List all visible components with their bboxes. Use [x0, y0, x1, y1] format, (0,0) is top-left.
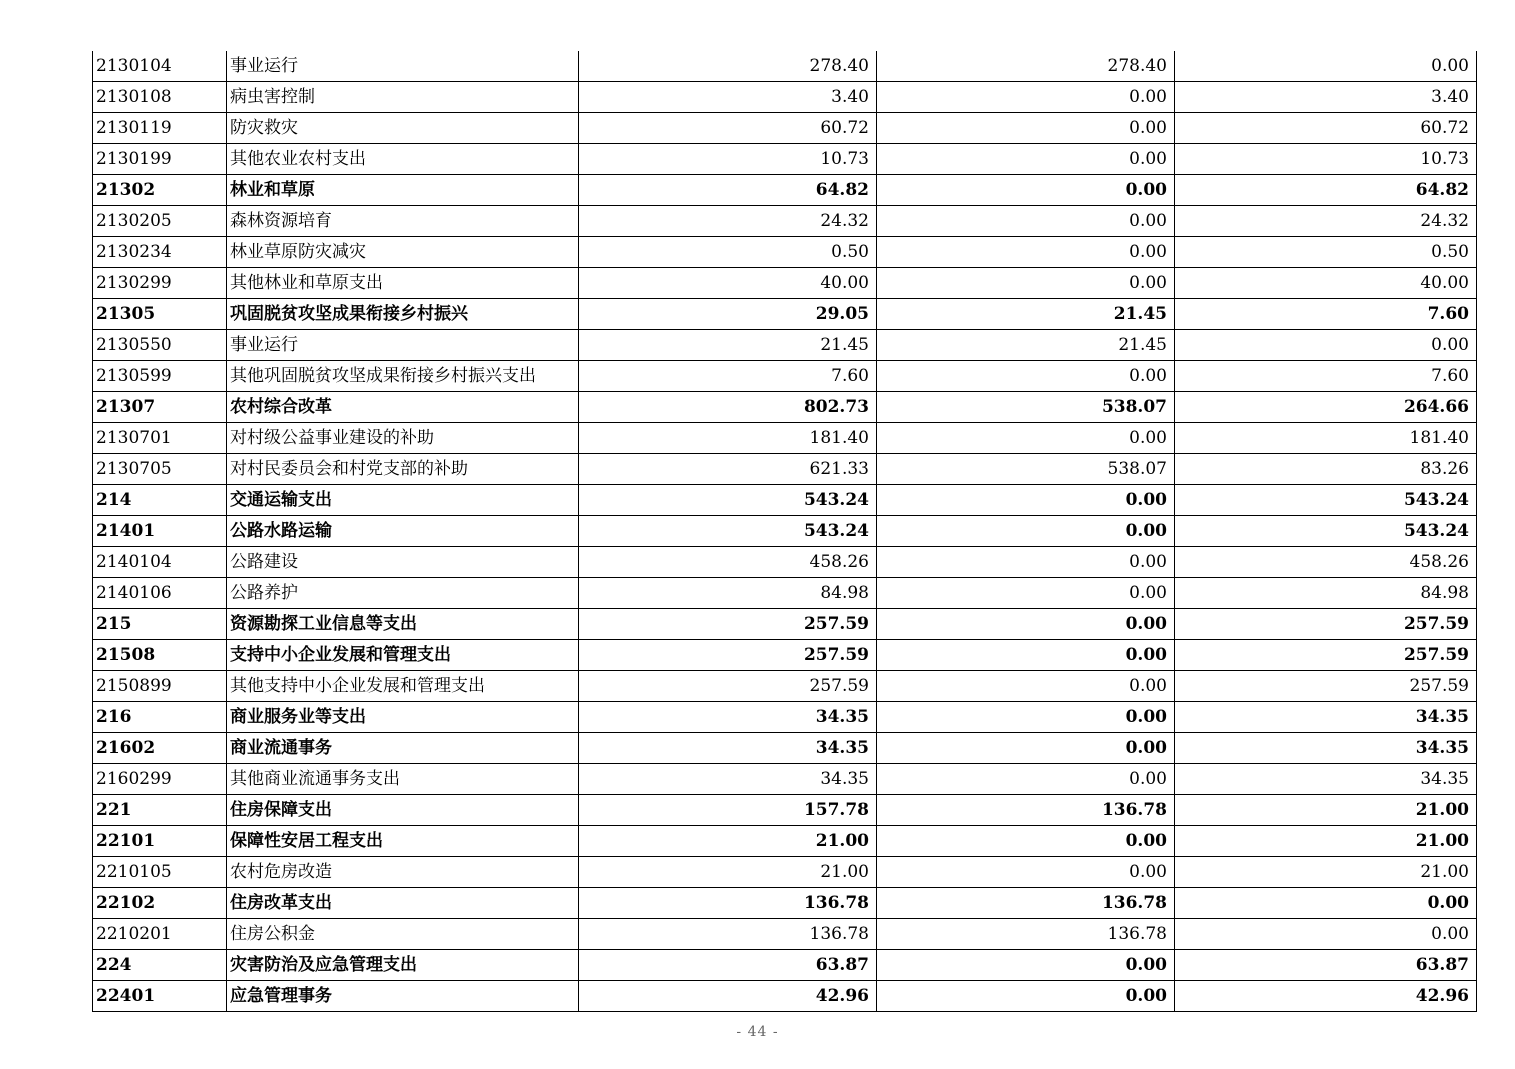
total-cell: 21.00 [579, 826, 877, 857]
code-cell: 2140106 [93, 578, 227, 609]
project-expenditure-cell: 40.00 [1175, 268, 1477, 299]
name-cell: 林业草原防灾减灾 [227, 237, 579, 268]
name-cell: 其他商业流通事务支出 [227, 764, 579, 795]
total-cell: 157.78 [579, 795, 877, 826]
table-row [93, 175, 1477, 206]
project-expenditure-cell: 83.26 [1175, 454, 1477, 485]
project-expenditure-cell: 0.00 [1175, 919, 1477, 950]
total-cell: 60.72 [579, 113, 877, 144]
project-expenditure-cell: 0.00 [1175, 51, 1477, 82]
basic-expenditure-cell: 0.00 [877, 764, 1175, 795]
code-cell: 2130701 [93, 423, 227, 454]
table-row [93, 361, 1477, 392]
code-cell: 2130199 [93, 144, 227, 175]
basic-expenditure-cell: 0.00 [877, 671, 1175, 702]
code-cell: 216 [93, 702, 227, 733]
table-body [93, 51, 1477, 1012]
name-cell: 林业和草原 [227, 175, 579, 206]
table-row [93, 857, 1477, 888]
project-expenditure-cell: 24.32 [1175, 206, 1477, 237]
name-cell: 其他巩固脱贫攻坚成果衔接乡村振兴支出 [227, 361, 579, 392]
total-cell: 34.35 [579, 702, 877, 733]
total-cell: 42.96 [579, 981, 877, 1012]
project-expenditure-cell: 63.87 [1175, 950, 1477, 981]
table-row [93, 640, 1477, 671]
total-cell: 136.78 [579, 919, 877, 950]
code-cell: 2130550 [93, 330, 227, 361]
name-cell: 农村综合改革 [227, 392, 579, 423]
total-cell: 0.50 [579, 237, 877, 268]
basic-expenditure-cell: 0.00 [877, 206, 1175, 237]
basic-expenditure-cell: 0.00 [877, 361, 1175, 392]
code-cell: 215 [93, 609, 227, 640]
name-cell: 公路建设 [227, 547, 579, 578]
name-cell: 商业流通事务 [227, 733, 579, 764]
project-expenditure-cell: 264.66 [1175, 392, 1477, 423]
table-row [93, 547, 1477, 578]
name-cell: 商业服务业等支出 [227, 702, 579, 733]
code-cell: 21602 [93, 733, 227, 764]
code-cell: 21401 [93, 516, 227, 547]
total-cell: 543.24 [579, 516, 877, 547]
basic-expenditure-cell: 21.45 [877, 330, 1175, 361]
name-cell: 病虫害控制 [227, 82, 579, 113]
project-expenditure-cell: 543.24 [1175, 516, 1477, 547]
total-cell: 278.40 [579, 51, 877, 82]
basic-expenditure-cell: 0.00 [877, 516, 1175, 547]
total-cell: 34.35 [579, 733, 877, 764]
total-cell: 257.59 [579, 671, 877, 702]
code-cell: 2140104 [93, 547, 227, 578]
total-cell: 136.78 [579, 888, 877, 919]
table-row [93, 299, 1477, 330]
name-cell: 其他农业农村支出 [227, 144, 579, 175]
name-cell: 交通运输支出 [227, 485, 579, 516]
total-cell: 64.82 [579, 175, 877, 206]
basic-expenditure-cell: 538.07 [877, 392, 1175, 423]
total-cell: 458.26 [579, 547, 877, 578]
code-cell: 2130234 [93, 237, 227, 268]
table-row [93, 454, 1477, 485]
basic-expenditure-cell: 0.00 [877, 485, 1175, 516]
name-cell: 资源勘探工业信息等支出 [227, 609, 579, 640]
code-cell: 2130104 [93, 51, 227, 82]
basic-expenditure-cell: 0.00 [877, 268, 1175, 299]
code-cell: 21307 [93, 392, 227, 423]
basic-expenditure-cell: 0.00 [877, 640, 1175, 671]
basic-expenditure-cell: 0.00 [877, 702, 1175, 733]
table-row [93, 826, 1477, 857]
code-cell: 21305 [93, 299, 227, 330]
project-expenditure-cell: 7.60 [1175, 361, 1477, 392]
code-cell: 221 [93, 795, 227, 826]
name-cell: 保障性安居工程支出 [227, 826, 579, 857]
table-row [93, 516, 1477, 547]
code-cell: 2130599 [93, 361, 227, 392]
code-cell: 21508 [93, 640, 227, 671]
table-row [93, 795, 1477, 826]
project-expenditure-cell: 181.40 [1175, 423, 1477, 454]
basic-expenditure-cell: 0.00 [877, 144, 1175, 175]
basic-expenditure-cell: 0.00 [877, 981, 1175, 1012]
code-cell: 21302 [93, 175, 227, 206]
table-row [93, 113, 1477, 144]
page-number: - 44 - [736, 1024, 779, 1040]
project-expenditure-cell: 34.35 [1175, 733, 1477, 764]
code-cell: 2130205 [93, 206, 227, 237]
total-cell: 181.40 [579, 423, 877, 454]
total-cell: 10.73 [579, 144, 877, 175]
table-row [93, 733, 1477, 764]
table-row [93, 485, 1477, 516]
project-expenditure-cell: 10.73 [1175, 144, 1477, 175]
basic-expenditure-cell: 0.00 [877, 113, 1175, 144]
name-cell: 森林资源培育 [227, 206, 579, 237]
name-cell: 住房公积金 [227, 919, 579, 950]
basic-expenditure-cell: 0.00 [877, 578, 1175, 609]
total-cell: 29.05 [579, 299, 877, 330]
total-cell: 24.32 [579, 206, 877, 237]
name-cell: 支持中小企业发展和管理支出 [227, 640, 579, 671]
name-cell: 农村危房改造 [227, 857, 579, 888]
total-cell: 621.33 [579, 454, 877, 485]
basic-expenditure-cell: 0.00 [877, 175, 1175, 206]
name-cell: 事业运行 [227, 330, 579, 361]
code-cell: 2130108 [93, 82, 227, 113]
project-expenditure-cell: 84.98 [1175, 578, 1477, 609]
code-cell: 2130119 [93, 113, 227, 144]
project-expenditure-cell: 42.96 [1175, 981, 1477, 1012]
code-cell: 2210201 [93, 919, 227, 950]
project-expenditure-cell: 257.59 [1175, 640, 1477, 671]
total-cell: 84.98 [579, 578, 877, 609]
name-cell: 住房改革支出 [227, 888, 579, 919]
project-expenditure-cell: 3.40 [1175, 82, 1477, 113]
table-row [93, 702, 1477, 733]
basic-expenditure-cell: 21.45 [877, 299, 1175, 330]
basic-expenditure-cell: 538.07 [877, 454, 1175, 485]
table-row [93, 51, 1477, 82]
project-expenditure-cell: 21.00 [1175, 826, 1477, 857]
basic-expenditure-cell: 136.78 [877, 888, 1175, 919]
project-expenditure-cell: 0.50 [1175, 237, 1477, 268]
basic-expenditure-cell: 0.00 [877, 826, 1175, 857]
name-cell: 巩固脱贫攻坚成果衔接乡村振兴 [227, 299, 579, 330]
project-expenditure-cell: 257.59 [1175, 609, 1477, 640]
project-expenditure-cell: 21.00 [1175, 857, 1477, 888]
total-cell: 63.87 [579, 950, 877, 981]
code-cell: 224 [93, 950, 227, 981]
total-cell: 257.59 [579, 609, 877, 640]
table-row [93, 609, 1477, 640]
basic-expenditure-cell: 136.78 [877, 795, 1175, 826]
code-cell: 2130299 [93, 268, 227, 299]
project-expenditure-cell: 34.35 [1175, 764, 1477, 795]
total-cell: 543.24 [579, 485, 877, 516]
total-cell: 257.59 [579, 640, 877, 671]
table-row [93, 82, 1477, 113]
project-expenditure-cell: 34.35 [1175, 702, 1477, 733]
table-row [93, 206, 1477, 237]
total-cell: 3.40 [579, 82, 877, 113]
basic-expenditure-cell: 0.00 [877, 950, 1175, 981]
table-row [93, 578, 1477, 609]
project-expenditure-cell: 64.82 [1175, 175, 1477, 206]
project-expenditure-cell: 543.24 [1175, 485, 1477, 516]
basic-expenditure-cell: 278.40 [877, 51, 1175, 82]
project-expenditure-cell: 0.00 [1175, 888, 1477, 919]
name-cell: 其他林业和草原支出 [227, 268, 579, 299]
basic-expenditure-cell: 0.00 [877, 237, 1175, 268]
table-row [93, 330, 1477, 361]
code-cell: 2130705 [93, 454, 227, 485]
code-cell: 22101 [93, 826, 227, 857]
total-cell: 802.73 [579, 392, 877, 423]
code-cell: 22401 [93, 981, 227, 1012]
name-cell: 公路水路运输 [227, 516, 579, 547]
basic-expenditure-cell: 0.00 [877, 82, 1175, 113]
project-expenditure-cell: 7.60 [1175, 299, 1477, 330]
name-cell: 其他支持中小企业发展和管理支出 [227, 671, 579, 702]
code-cell: 2150899 [93, 671, 227, 702]
basic-expenditure-cell: 0.00 [877, 733, 1175, 764]
table-row [93, 950, 1477, 981]
code-cell: 2160299 [93, 764, 227, 795]
table-row [93, 392, 1477, 423]
table-row [93, 764, 1477, 795]
code-cell: 2210105 [93, 857, 227, 888]
project-expenditure-cell: 21.00 [1175, 795, 1477, 826]
total-cell: 40.00 [579, 268, 877, 299]
total-cell: 7.60 [579, 361, 877, 392]
table-row [93, 268, 1477, 299]
project-expenditure-cell: 0.00 [1175, 330, 1477, 361]
basic-expenditure-cell: 0.00 [877, 609, 1175, 640]
table-row [93, 919, 1477, 950]
name-cell: 公路养护 [227, 578, 579, 609]
basic-expenditure-cell: 0.00 [877, 423, 1175, 454]
table-row [93, 671, 1477, 702]
project-expenditure-cell: 257.59 [1175, 671, 1477, 702]
budget-table [92, 51, 1477, 1012]
total-cell: 21.45 [579, 330, 877, 361]
name-cell: 灾害防治及应急管理支出 [227, 950, 579, 981]
code-cell: 214 [93, 485, 227, 516]
table-row [93, 423, 1477, 454]
basic-expenditure-cell: 0.00 [877, 547, 1175, 578]
name-cell: 防灾救灾 [227, 113, 579, 144]
project-expenditure-cell: 60.72 [1175, 113, 1477, 144]
name-cell: 事业运行 [227, 51, 579, 82]
basic-expenditure-cell: 0.00 [877, 857, 1175, 888]
total-cell: 34.35 [579, 764, 877, 795]
table-row [93, 888, 1477, 919]
name-cell: 对村级公益事业建设的补助 [227, 423, 579, 454]
code-cell: 22102 [93, 888, 227, 919]
project-expenditure-cell: 458.26 [1175, 547, 1477, 578]
table-row [93, 237, 1477, 268]
table-row [93, 144, 1477, 175]
total-cell: 21.00 [579, 857, 877, 888]
name-cell: 住房保障支出 [227, 795, 579, 826]
name-cell: 应急管理事务 [227, 981, 579, 1012]
name-cell: 对村民委员会和村党支部的补助 [227, 454, 579, 485]
basic-expenditure-cell: 136.78 [877, 919, 1175, 950]
table-row [93, 981, 1477, 1012]
